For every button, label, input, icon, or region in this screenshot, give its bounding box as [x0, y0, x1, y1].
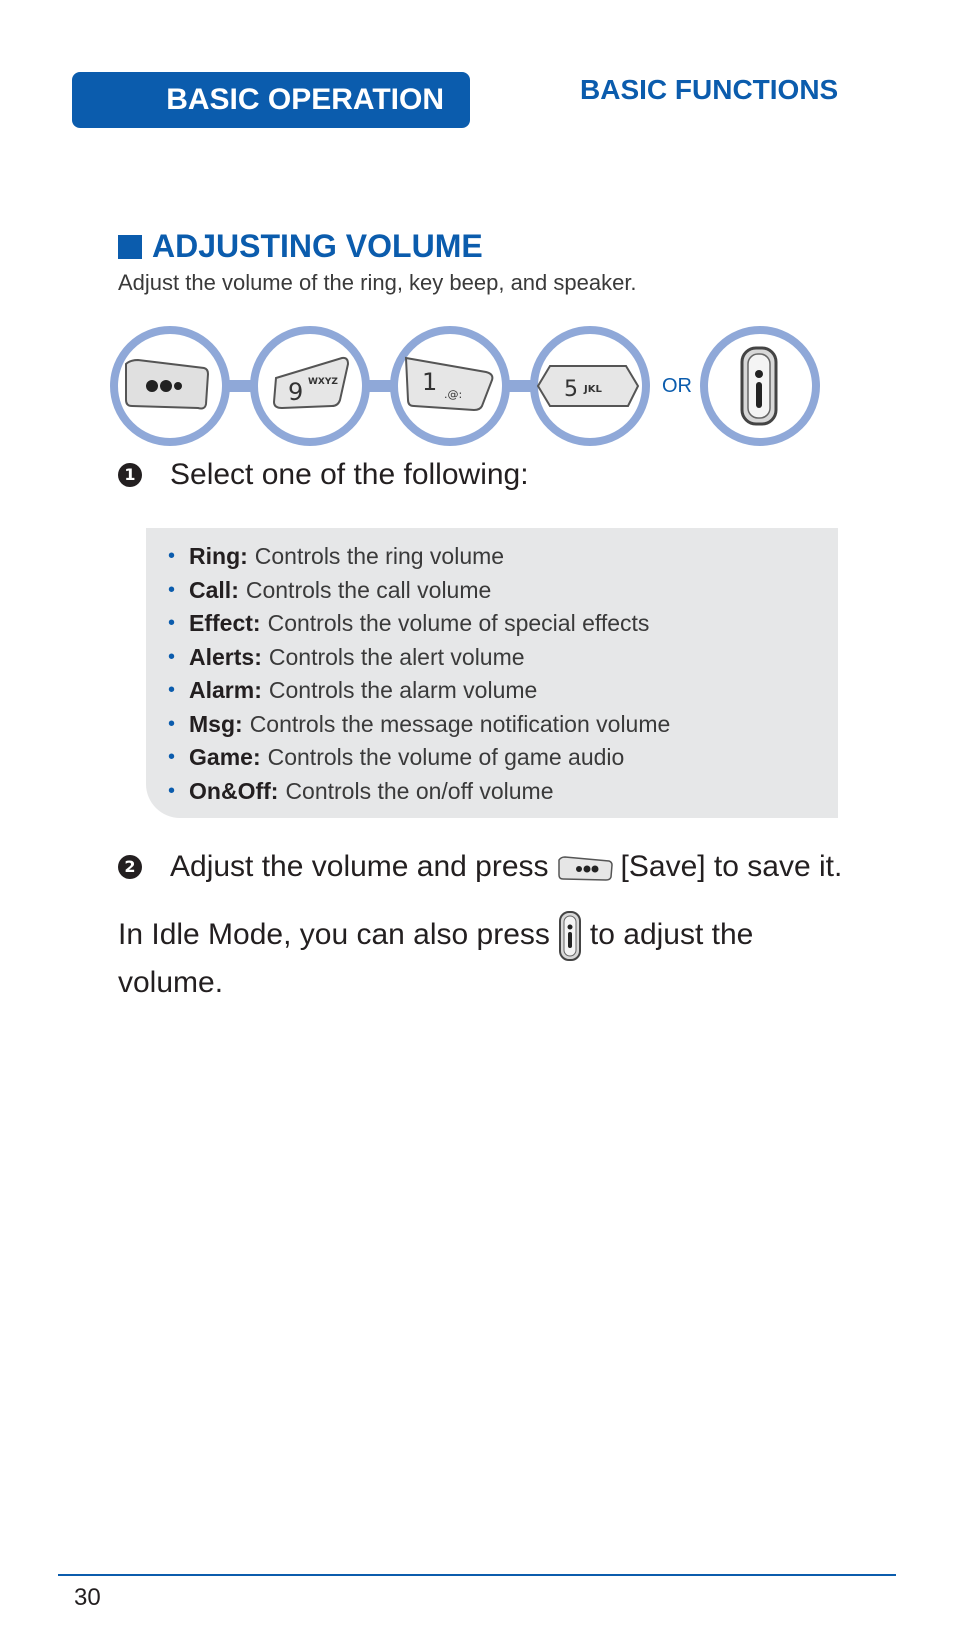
- option-term: Msg:: [189, 710, 243, 737]
- or-label: OR: [662, 375, 692, 397]
- step-1-text: Select one of the following:: [170, 458, 529, 491]
- option-desc: Controls the alert volume: [268, 643, 525, 670]
- option-term: Alarm:: [189, 677, 262, 703]
- option-desc: Controls the on/off volume: [285, 777, 554, 804]
- key-5-icon: [534, 330, 646, 442]
- section-heading: [118, 228, 483, 265]
- section-title: ADJUSTING VOLUME: [152, 228, 483, 264]
- side-volume-key-icon: [704, 330, 816, 442]
- step-2-text-before: Adjust the volume and press: [170, 850, 549, 883]
- option-desc: Controls the call volume: [245, 576, 492, 603]
- key-9-icon: [254, 330, 366, 442]
- side-volume-key-icon-inline: [558, 910, 582, 962]
- option-term: Alerts:: [189, 643, 262, 670]
- bullet-icon: •: [168, 779, 176, 802]
- option-term: Ring:: [189, 543, 248, 569]
- option-desc: Controls the alarm volume: [268, 677, 538, 703]
- chapter-tab: [72, 72, 470, 128]
- bullet-icon: •: [168, 712, 176, 735]
- key-sequence: [110, 322, 870, 450]
- option-item: [168, 741, 838, 775]
- page-number: 30: [74, 1584, 101, 1611]
- option-item: [168, 607, 838, 641]
- chapter-tab-label: BASIC OPERATION: [166, 83, 444, 116]
- option-term: Call:: [189, 576, 239, 603]
- options-panel: [146, 528, 838, 818]
- bullet-icon: •: [168, 746, 176, 768]
- option-item: [168, 674, 838, 708]
- section-subtitle: Adjust the volume of the ring, key beep, and speaker.: [118, 270, 637, 295]
- option-term: Game:: [189, 744, 261, 770]
- bullet-icon: •: [168, 645, 176, 668]
- step-1: [118, 458, 529, 492]
- option-item: [168, 708, 838, 742]
- option-term: Effect:: [189, 610, 261, 636]
- footer-rule: [58, 1574, 896, 1576]
- key-9-digit: 9: [288, 378, 304, 406]
- idle-note-after: to adjust the volume.: [118, 917, 754, 999]
- save-softkey-icon: [557, 852, 613, 882]
- section-label: BASIC FUNCTIONS: [580, 74, 839, 105]
- option-item: [168, 641, 838, 675]
- bullet-icon: •: [168, 679, 176, 701]
- step-2-text-after: [Save] to save it.: [620, 850, 843, 883]
- idle-mode-note: [118, 910, 758, 1004]
- step-2-number: 2: [118, 855, 142, 879]
- option-term: On&Off:: [189, 777, 279, 804]
- idle-note-before: In Idle Mode, you can also press: [118, 917, 550, 951]
- step-1-number: 1: [118, 463, 142, 487]
- option-desc: Controls the message notification volume: [249, 710, 671, 737]
- option-item: [168, 775, 838, 809]
- heading-square-icon: [118, 235, 142, 259]
- menu-softkey-icon: [114, 330, 226, 442]
- option-item: [168, 540, 838, 574]
- option-item: [168, 574, 838, 608]
- bullet-icon: •: [168, 612, 176, 634]
- option-desc: Controls the volume of game audio: [267, 744, 625, 770]
- key-1-icon: [394, 330, 506, 442]
- key-5-digit: 5: [564, 377, 578, 402]
- bullet-icon: •: [168, 545, 176, 567]
- option-desc: Controls the ring volume: [254, 543, 505, 569]
- key-1-digit: 1: [422, 368, 438, 396]
- bullet-icon: •: [168, 578, 176, 601]
- step-2: [118, 850, 842, 884]
- key-9-letters: WXYZ: [308, 377, 338, 387]
- key-5-letters: JKL: [584, 384, 602, 395]
- option-desc: Controls the volume of special effects: [267, 610, 650, 636]
- key-1-letters: .@:: [444, 388, 463, 401]
